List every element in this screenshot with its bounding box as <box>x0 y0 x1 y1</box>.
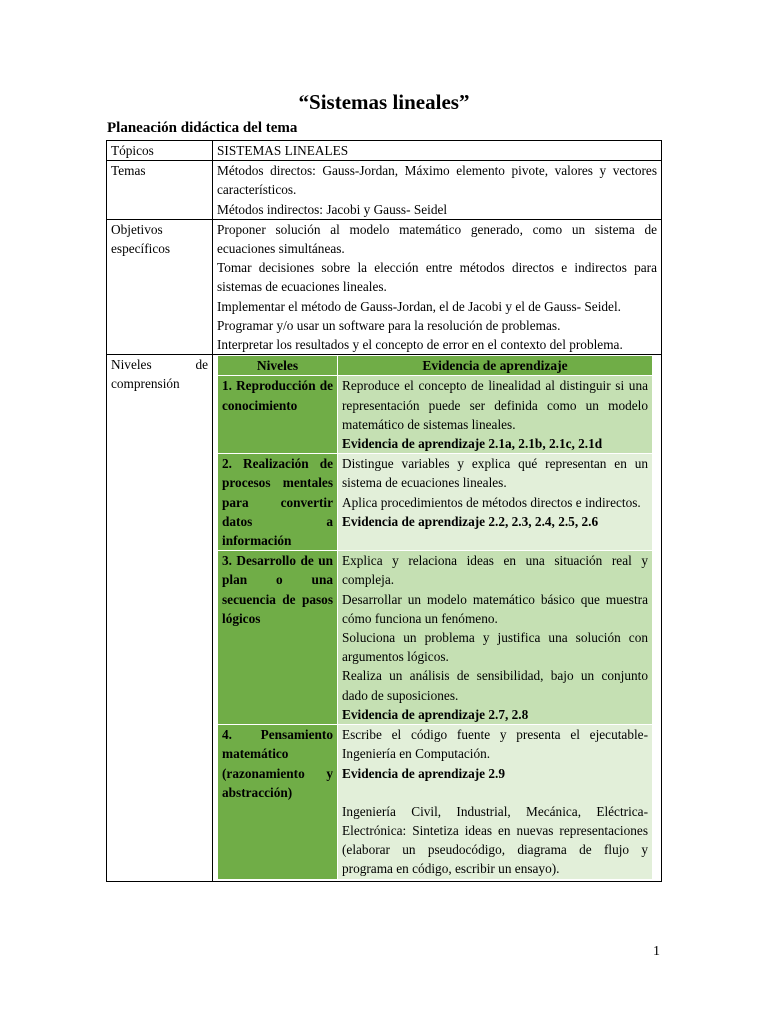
table-row-objetivos <box>107 219 662 354</box>
table-row <box>218 454 653 551</box>
levels-header-evidencia: Evidencia de aprendizaje <box>338 356 653 376</box>
page-title: “Sistemas lineales” <box>298 90 470 114</box>
evidence-item: Realiza un análisis de sensibilidad, bajo un conjunto dado de suposiciones. <box>342 668 648 703</box>
objetivo-line: Programar y/o usar un software para la resolución de problemas. <box>217 317 561 333</box>
topicos-label: Tópicos <box>107 141 213 161</box>
level-name: 1. Reproducción de conocimiento <box>218 376 338 454</box>
evidence-item: Desarrollar un modelo matemático básico que muestra cómo funciona un fenómeno. <box>342 591 648 626</box>
temas-line: Métodos indirectos: Jacobi y Gauss- Seidel <box>217 201 448 217</box>
table-row <box>218 725 653 879</box>
evidence-reference: Evidencia de aprendizaje 2.7, 2.8 <box>342 706 529 722</box>
evidence-reference: Evidencia de aprendizaje 2.9 <box>342 765 506 781</box>
evidence-item: Escribe el código fuente y presenta el ejecutable- Ingeniería en Computación. <box>342 727 648 762</box>
levels-table <box>217 355 653 879</box>
table-row-temas <box>107 161 662 220</box>
objetivos-value <box>213 219 662 354</box>
temas-label: Temas <box>107 161 213 220</box>
objetivos-label: Objetivos específicos <box>107 219 213 354</box>
niveles-label-word: de <box>195 357 208 373</box>
evidence-reference: Evidencia de aprendizaje 2.2, 2.3, 2.4, 2.5, 2.6 <box>342 513 599 529</box>
objetivo-line: Implementar el método de Gauss-Jordan, el de Jacobi y el de Gauss- Seidel. <box>217 298 621 314</box>
evidence-item: Distingue variables y explica qué representan en un sistema de ecuaciones lineales. <box>342 456 648 491</box>
evidence-item: Ingeniería Civil, Industrial, Mecánica, Eléctrica-Electrónica: Sintetiza ideas en nuevas representaciones (elaborar un pseudocódigo, diagrama de flujo y programa en código, escribir un ensayo). <box>342 803 648 877</box>
level-evidence <box>338 376 653 454</box>
level-name: 2. Realización de procesos mentales para convertir datos a información <box>218 454 338 551</box>
objetivo-line: Proponer solución al modelo matemático generado, como un sistema de ecuaciones simultáneas. <box>217 221 657 257</box>
evidence-item: Aplica procedimientos de métodos directos e indirectos. <box>342 494 641 510</box>
niveles-label-word: comprensión <box>111 376 180 392</box>
level-evidence <box>338 551 653 725</box>
evidence-item: Explica y relaciona ideas en una situación real y compleja. <box>342 553 648 588</box>
table-row <box>218 376 653 454</box>
planning-table <box>106 140 662 882</box>
spacer <box>342 783 648 802</box>
level-evidence <box>338 725 653 879</box>
temas-value <box>213 161 662 220</box>
objetivo-line: Interpretar los resultados y el concepto de error en el contexto del problema. <box>217 337 623 353</box>
topicos-value: SISTEMAS LINEALES <box>213 141 662 161</box>
evidence-reference: Evidencia de aprendizaje 2.1a, 2.1b, 2.1c, 2.1d <box>342 436 603 452</box>
table-row <box>218 551 653 725</box>
niveles-value <box>213 355 662 881</box>
section-subtitle: Planeación didáctica del tema <box>107 120 298 136</box>
page-number: 1 <box>653 944 660 959</box>
table-row-topicos <box>107 141 662 161</box>
evidence-item: Soluciona un problema y justifica una solución con argumentos lógicos. <box>342 630 648 665</box>
objetivo-line: Tomar decisiones sobre la elección entre métodos directos e indirectos para sistemas de ecuaciones lineales. <box>217 260 657 295</box>
evidence-item: Reproduce el concepto de linealidad al distinguir si una representación puede ser definida como un modelo matemático de sistemas lineales. <box>342 378 648 432</box>
niveles-label-word: Niveles <box>111 357 152 373</box>
level-name: 4. Pensamiento matemático (razonamiento y abstracción) <box>218 725 338 879</box>
level-evidence <box>338 454 653 551</box>
temas-line: Métodos directos: Gauss-Jordan, Máximo elemento pivote, valores y vectores característicos. <box>217 163 657 198</box>
level-name: 3. Desarrollo de un plan o una secuencia de pasos lógicos <box>218 551 338 725</box>
niveles-label <box>107 355 213 881</box>
table-row-niveles <box>107 355 662 881</box>
levels-header-niveles: Niveles <box>218 356 338 376</box>
